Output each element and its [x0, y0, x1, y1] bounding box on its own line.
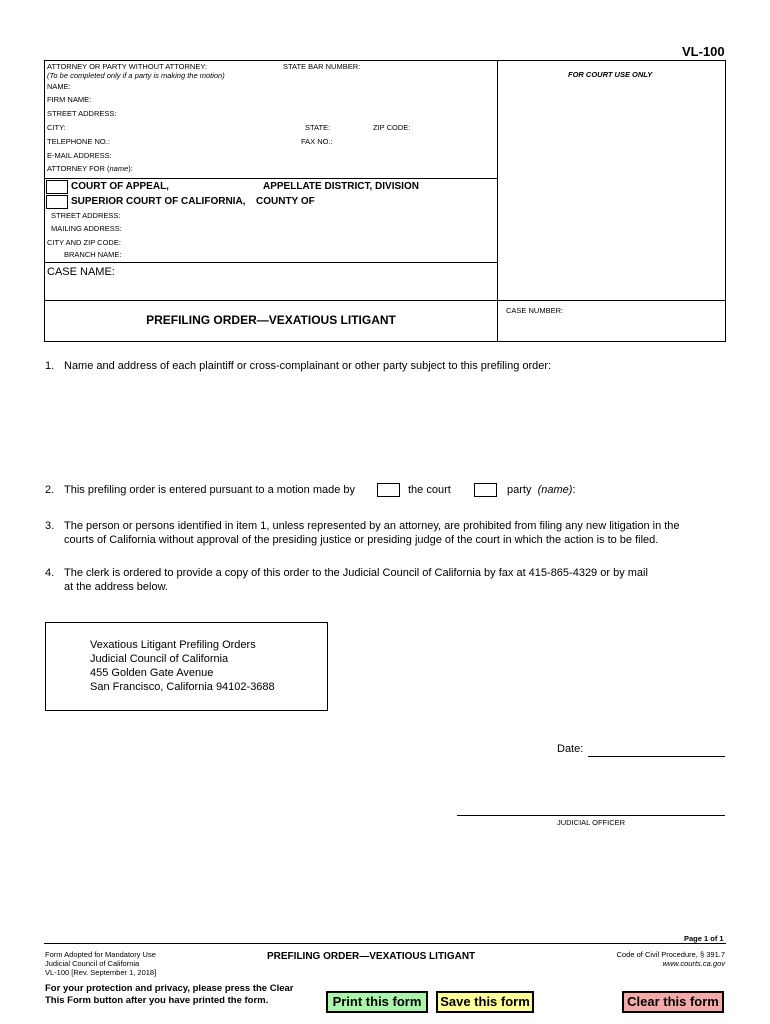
item-1-parties-field[interactable] [64, 378, 724, 474]
address-line-3: 455 Golden Gate Avenue [90, 667, 214, 679]
state-label: STATE: [305, 123, 331, 132]
print-button[interactable]: Print this form [326, 991, 428, 1013]
item-2-text: This prefiling order is entered pursuant to a motion made by [64, 484, 356, 496]
court-motion-checkbox[interactable] [377, 483, 400, 497]
court-motion-label: the court [408, 484, 451, 496]
party-motion-checkbox[interactable] [474, 483, 497, 497]
court-city-zip-label: CITY AND ZIP CODE: [47, 238, 121, 247]
footer-title: PREFILING ORDER—VEXATIOUS LITIGANT [267, 951, 476, 962]
phone-label: TELEPHONE NO.: [47, 137, 110, 146]
item-1-text: Name and address of each plaintiff or cross-complainant or other party subject to this prefiling order: [64, 360, 552, 372]
county-label: COUNTY OF [256, 196, 315, 207]
firm-label: FIRM NAME: [47, 95, 92, 104]
zip-label: ZIP CODE: [373, 123, 411, 132]
court-branch-label: BRANCH NAME: [64, 250, 122, 259]
item-3-line-2: courts of California without approval of the presiding justice or presiding judge of the court in which the action is to be filed. [64, 534, 659, 546]
fax-label: FAX NO.: [301, 137, 333, 146]
court-of-appeal-checkbox[interactable] [46, 180, 68, 194]
court-mailing-label: MAILING ADDRESS: [51, 224, 122, 233]
address-line-4: San Francisco, California 94102-3688 [90, 681, 275, 693]
attorney-label: ATTORNEY OR PARTY WITHOUT ATTORNEY: [47, 62, 208, 71]
save-button[interactable]: Save this form [436, 991, 534, 1013]
court-use-label: FOR COURT USE ONLY [568, 70, 653, 79]
superior-court-label: SUPERIOR COURT OF CALIFORNIA, [71, 196, 246, 207]
attorney-note: (To be completed only if a party is making the motion) [47, 71, 225, 80]
item-1-number: 1. [45, 360, 55, 372]
case-number-label: CASE NUMBER: [506, 306, 564, 315]
footer-code: Code of Civil Procedure, § 391.7 [616, 950, 725, 959]
court-street-label: STREET ADDRESS: [51, 211, 121, 220]
footer-adopted-1: Form Adopted for Mandatory Use [45, 950, 156, 959]
party-motion-label: party (name): [507, 484, 576, 496]
clear-button[interactable]: Clear this form [622, 991, 724, 1013]
appellate-label: APPELLATE DISTRICT, DIVISION [263, 181, 419, 192]
form-title: PREFILING ORDER—VEXATIOUS LITIGANT [146, 313, 396, 327]
date-label: Date: [557, 743, 584, 755]
court-of-appeal-label: COURT OF APPEAL, [71, 181, 169, 192]
page-number: Page 1 of 1 [684, 934, 724, 943]
privacy-line-1: For your protection and privacy, please press the Clear [45, 983, 294, 994]
footer-adopted-3: VL-100 [Rev. September 1, 2018] [45, 968, 157, 977]
state-bar-label: STATE BAR NUMBER: [283, 62, 361, 71]
date-field[interactable] [588, 756, 725, 757]
address-line-1: Vexatious Litigant Prefiling Orders [90, 639, 256, 651]
email-label: E-MAIL ADDRESS: [47, 151, 112, 160]
privacy-line-2: This Form button after you have printed the form. [45, 995, 269, 1006]
item-3-line-1: The person or persons identified in item 1, unless represented by an attorney, are prohibited from filing any new litigation in the [64, 520, 680, 532]
form-id: VL-100 [682, 44, 725, 59]
case-name-label: CASE NAME: [47, 266, 115, 278]
item-2-number: 2. [45, 484, 55, 496]
street-label: STREET ADDRESS: [47, 109, 117, 118]
judicial-officer-label: JUDICIAL OFFICER [557, 818, 626, 827]
city-label: CITY: [47, 123, 66, 132]
name-label: NAME: [47, 82, 71, 91]
footer-website: www.courts.ca.gov [662, 959, 725, 968]
footer-adopted-2: Judicial Council of California [45, 959, 140, 968]
address-line-2: Judicial Council of California [90, 653, 229, 665]
item-4-number: 4. [45, 567, 55, 579]
judicial-officer-line[interactable] [457, 815, 725, 816]
superior-court-checkbox[interactable] [46, 195, 68, 209]
attorney-for-label: ATTORNEY FOR (name): [47, 164, 133, 173]
item-4-line-1: The clerk is ordered to provide a copy of this order to the Judicial Council of California by fax at 415-865-4329 or by mail [64, 567, 648, 579]
item-3-number: 3. [45, 520, 55, 532]
item-4-line-2: at the address below. [64, 581, 168, 593]
